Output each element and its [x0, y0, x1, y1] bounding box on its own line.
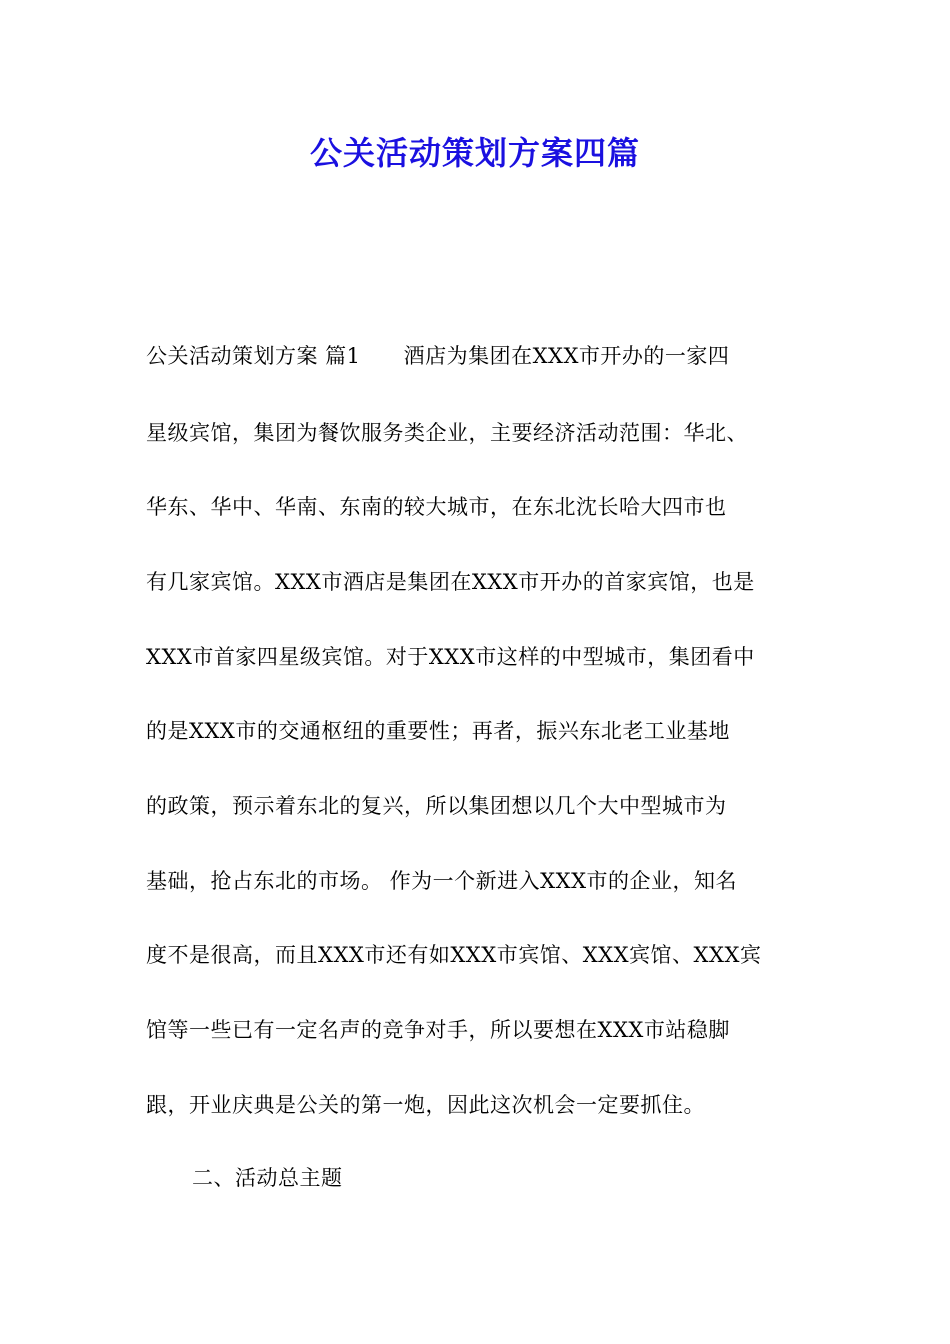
paragraph-line: 度不是很高，而且XXX市还有如XXX市宾馆、XXX宾馆、XXX宾 [146, 943, 762, 967]
paragraph-line: 基础，抢占东北的市场。 作为一个新进入XXX市的企业，知名 [146, 869, 738, 893]
paragraph-line: 华东、华中、华南、东南的较大城市，在东北沈长哈大四市也 [146, 495, 727, 519]
paragraph-line: 公关活动策划方案 篇1 酒店为集团在XXX市开办的一家四 [146, 344, 730, 368]
section-heading: 二、活动总主题 [192, 1166, 343, 1190]
paragraph-line: 有几家宾馆。XXX市酒店是集团在XXX市开办的首家宾馆，也是 [146, 570, 755, 594]
paragraph-line: 星级宾馆，集团为餐饮服务类企业，主要经济活动范围：华北、 [146, 421, 748, 445]
paragraph-line: 跟，开业庆典是公关的第一炮，因此这次机会一定要抓住。 [146, 1093, 705, 1117]
paragraph-line: 馆等一些已有一定名声的竞争对手，所以要想在XXX市站稳脚 [146, 1018, 730, 1042]
paragraph-line: 的是XXX市的交通枢纽的重要性；再者，振兴东北老工业基地 [146, 719, 730, 743]
paragraph-line: XXX市首家四星级宾馆。对于XXX市这样的中型城市，集团看中 [146, 645, 755, 669]
paragraph-line: 的政策，预示着东北的复兴，所以集团想以几个大中型城市为 [146, 794, 727, 818]
document-title: 公关活动策划方案四篇 [309, 134, 640, 172]
